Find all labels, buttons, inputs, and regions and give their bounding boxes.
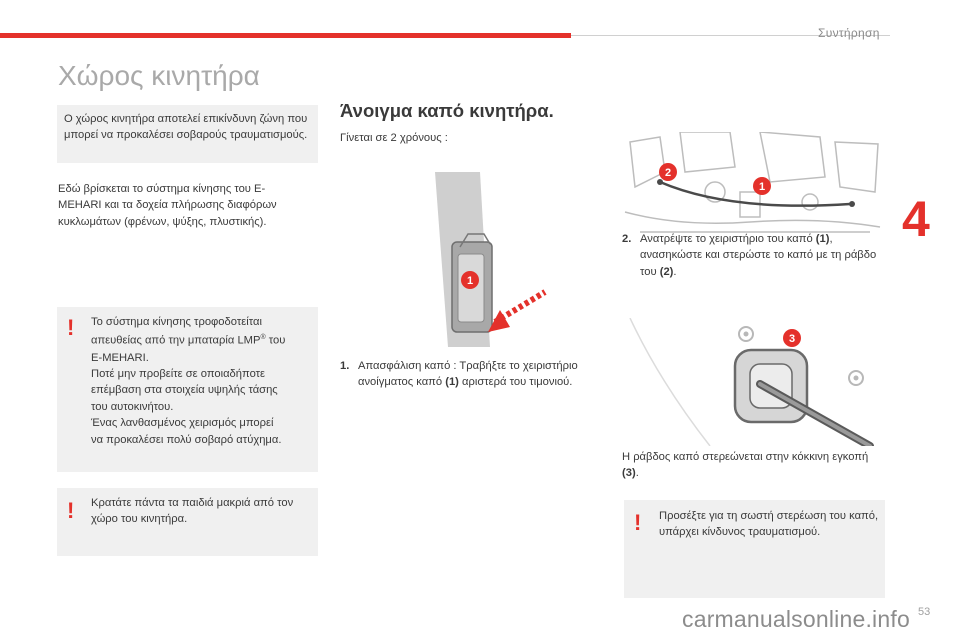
step-1 — [340, 358, 600, 391]
page-title: Χώρος κινητήρα — [58, 60, 260, 91]
warning-1-line: Ποτέ μην προβείτε σε οποιαδήποτε — [91, 367, 266, 380]
watermark: carmanualsonline.info — [682, 606, 910, 632]
warning-1-line: Το σύστημα κίνησης τροφοδοτείται — [91, 316, 262, 328]
step-1-number: 1. — [340, 360, 350, 372]
warning-exclamation-icon: ! — [67, 498, 75, 523]
warning-exclamation-icon: ! — [634, 510, 642, 535]
notch-illustration — [620, 318, 885, 446]
rod-text: Η ράβδος καπό στερεώνεται στην κόκκινη εγκοπή (3). — [622, 451, 869, 480]
warning-1-text — [91, 314, 313, 448]
figure-red-notch — [620, 318, 885, 446]
warning-2-text: Κρατάτε πάντα τα παιδιά μακριά από τον χώρο του κινητήρα. — [91, 497, 294, 526]
section-title: Συντήρηση — [818, 26, 880, 40]
warning-3-text: Προσέξτε για τη σωστή στερέωση του καπό, υπάρχει κίνδυνος τραυματισμού. — [659, 510, 879, 539]
chapter-number: 4 — [902, 191, 930, 247]
figure-engine-bay — [620, 132, 885, 242]
step-2 — [622, 231, 884, 280]
step-2-text: Ανατρέψτε το χειριστήριο του καπό (1), ανασηκώστε και στερώστε το καπό με τη ράβδο του (2). — [640, 233, 877, 278]
figure-hood-release-lever — [340, 172, 605, 347]
badge-1-engine-label: 1 — [758, 181, 766, 193]
warning-box-high-voltage — [57, 307, 318, 472]
badge-3-label: 3 — [788, 333, 796, 345]
step-2-number: 2. — [622, 233, 632, 245]
page-number: 53 — [918, 606, 931, 618]
hood-release-illustration — [340, 172, 605, 347]
warning-box-children — [57, 488, 318, 556]
engine-bay-illustration — [620, 132, 885, 242]
section-subtitle: Γίνεται σε 2 χρόνους : — [340, 132, 448, 144]
warning-1-line: απευθείας από την μπαταρία LMP® του — [91, 334, 286, 348]
warning-1-line: επέμβαση στα στοιχεία υψηλής τάσης — [91, 384, 278, 397]
warning-1-line: του αυτοκινήτου. — [91, 400, 174, 413]
step-1-text: Απασφάλιση καπό : Τραβήξτε το χειριστήριο ανοίγματος καπό (1) αριστερά του τιμονιού. — [358, 360, 578, 389]
warning-1-line: να προκαλέσει πολύ σοβαρό ατύχημα. — [91, 433, 282, 446]
warning-1-line: E-MEHARI. — [91, 351, 149, 364]
header-red-rule — [0, 33, 571, 38]
warning-1-line: Ένας λανθασμένος χειρισμός μπορεί — [91, 417, 274, 430]
intro-text: Ο χώρος κινητήρα αποτελεί επικίνδυνη ζώνη που μπορεί να προκαλέσει σοβαρούς τραυματισμούς. — [64, 113, 308, 142]
section-heading: Άνοιγμα καπό κινητήρα. — [340, 100, 554, 121]
warning-box-hood-fixing — [624, 500, 885, 598]
body-paragraph: Εδώ βρίσκεται το σύστημα κίνησης του E-MEHARI και τα δοχεία πλήρωσης διαφόρων κυκλωμάτων (φρένων, ψύξης, πλυστικής). — [58, 183, 277, 228]
badge-1-label: 1 — [466, 275, 474, 287]
intro-box — [57, 105, 318, 163]
badge-2-label: 2 — [664, 167, 672, 179]
warning-exclamation-icon: ! — [67, 315, 75, 340]
